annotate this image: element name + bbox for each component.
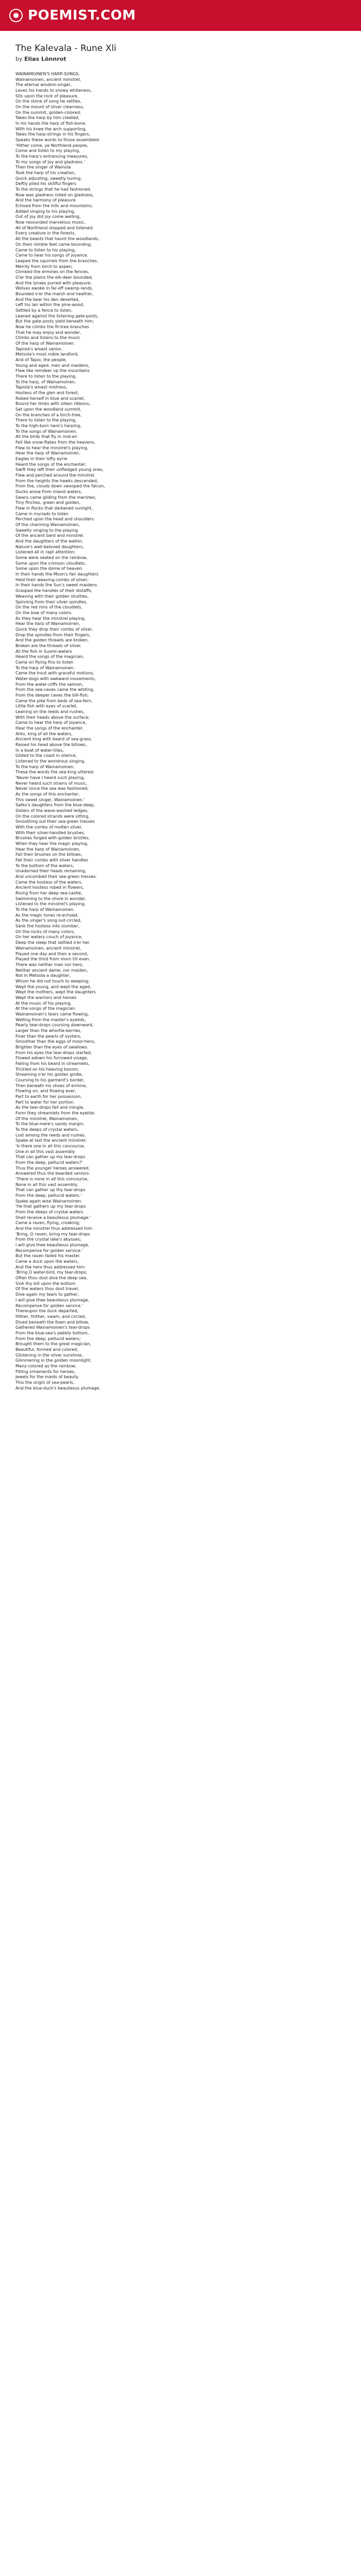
- poem-line: Ancient hostess robed in flowers,: [15, 885, 84, 890]
- poem-line: Form they streamlets from the eyelids: [15, 1110, 95, 1115]
- poem-line: Sank the hostess into slumber,: [15, 924, 79, 929]
- poem-line: Bounded o'er the marsh and heather,: [15, 291, 93, 296]
- poem-line: And uncombed their sea-green tresses.: [15, 874, 97, 879]
- poem-line: Not in Metsola a daughter,: [15, 973, 71, 978]
- poem-line: Robed herself in blue and scarlet,: [15, 396, 85, 401]
- poem-line: Of the minstrel, Wainamoinen,: [15, 1116, 79, 1121]
- poem-line: Took the harp of his creation,: [15, 171, 76, 176]
- poem-line: Ancient king with beard of sea-grass,: [15, 737, 92, 742]
- poem-line: Grasped the handles of their distaffs,: [15, 588, 92, 594]
- poem-line: Quick adjusting, sweetly tuning,: [15, 176, 82, 181]
- poem-line: Glistening in the silver sunshine,: [15, 1352, 83, 1358]
- poem-line: From the, clouds down swooped the falcon,: [15, 484, 105, 489]
- poem-line: Hear the harp of Wainamoinen,: [15, 621, 80, 626]
- logo-text: POEMIST.COM: [28, 8, 136, 23]
- poem-line: Larger than the whortle-berries,: [15, 1028, 81, 1033]
- poem-line: As the tear-drops fall and mingle,: [15, 1105, 85, 1110]
- poem-line: To the harp's entrancing measures,: [15, 154, 89, 159]
- poem-line: Wept the mothers, wept the daughters: [15, 990, 96, 995]
- poem-line: Then the singer of Wainola: [15, 165, 71, 170]
- poem-line: Then beneath his shoes of ermine,: [15, 1083, 87, 1088]
- poem-line: Glided to the coast in silence,: [15, 753, 77, 758]
- poem-line: On her watery couch of joyance,: [15, 935, 83, 940]
- poem-line: And the harmony of pleasure: [15, 198, 76, 203]
- poem-line: Came the pike from beds of sea-fern,: [15, 698, 93, 703]
- poem-line: To the blue-mere's sandy margin,: [15, 1122, 85, 1127]
- poem-line: Added singing to his playing,: [15, 209, 75, 214]
- poem-line: All the birds that fly in mid-air: [15, 434, 77, 439]
- poem-line: Now resounded marvelous music,: [15, 220, 86, 225]
- poem-line: And the blue-duck's beauteous plumage.: [15, 1385, 101, 1391]
- poem-line: Flowed adown his furrowed visage,: [15, 1056, 88, 1061]
- poem-line: WAINAMOINEN'S HARP-SONGS.: [15, 72, 80, 76]
- poem-line: Speaks these words to those assembled:: [15, 138, 100, 143]
- poem-line: 'He that gathers up my tear-drops: [15, 1204, 86, 1209]
- poem-line: Wainamoinen's tears came flowing,: [15, 1011, 89, 1016]
- poem-line: Thereupon the duck departed,: [15, 1309, 78, 1314]
- poem-line: From the blue-sea's pebbly bottom,: [15, 1330, 89, 1335]
- poem-line: Shall receive a beauteous plumage.': [15, 1215, 91, 1220]
- poem-line: Part to earth for her possession,: [15, 1094, 82, 1099]
- poem-line: To the harp, of Wainamoinen.: [15, 379, 76, 384]
- poem-line: I will give thee beauteous plumage,: [15, 1297, 90, 1302]
- poem-line: Came a duck upon the waters,: [15, 1259, 79, 1264]
- poem-line: Spake again wise Wainamoinen:: [15, 1198, 83, 1204]
- poem-line: Some upon the dome of heaven.: [15, 566, 84, 571]
- poem-line: Pearly tear-drops coursing downward,: [15, 1023, 94, 1028]
- poem-line: The eternal wisdom-singer,: [15, 82, 72, 88]
- poem-line: As the magic tones re-echoed,: [15, 912, 79, 918]
- poem-line: Flew in flocks that darkened sunlight,: [15, 506, 93, 511]
- poem-line: There to listen to the playing,: [15, 374, 77, 379]
- poem-line: Recompense for golden service.': [15, 1303, 83, 1308]
- poem-line: Jewels for the maids of beauty.: [15, 1375, 79, 1380]
- poem-line: And the hero thus addressed him:: [15, 1264, 86, 1269]
- poem-line: Flowing on, and flowing ever,: [15, 1089, 76, 1094]
- poem-line: 'Is there one in all this concourse,: [15, 1144, 85, 1149]
- poem-line: Nature's well-beloved daughters,: [15, 544, 84, 549]
- poem-line: Out of joy did joy come welling,: [15, 214, 81, 219]
- poem-line: Played the third from morn till even.: [15, 957, 91, 962]
- poem-line: Trickled on his heaving bosom,: [15, 1066, 79, 1072]
- poem-line: Climbed the ermines on the fences,: [15, 269, 89, 275]
- poem-line: Leaped the squirrels from the branches,: [15, 258, 99, 263]
- poem-line: To the strings that he had fashioned.: [15, 187, 91, 192]
- poem-line: Drop the spindles from their fingers,: [15, 632, 91, 637]
- poem-line: All the fish in Suomi-waters: [15, 649, 72, 654]
- poem-line: Takes the harp by him created,: [15, 115, 79, 121]
- poem-line: Now was gladness rolled on gladness,: [15, 192, 94, 197]
- poem-line: I will give thee beauteous plumage,: [15, 1243, 90, 1248]
- poem-line: On the bow of many colors.: [15, 610, 73, 615]
- poem-line: 'There is none in all this concourse,: [15, 1177, 89, 1182]
- poem-line: And the lynxes purred with pleasure;: [15, 280, 92, 285]
- poem-line: Played one day and then a second,: [15, 951, 88, 956]
- poem-line: Dive again my tears to gather,: [15, 1292, 79, 1297]
- poem-line: Unadorned their heads remaining,: [15, 869, 87, 874]
- poem-line: Came to hear his songs of joyance.: [15, 253, 88, 258]
- poem-line: That can gather up my tear-drops: [15, 1155, 86, 1160]
- by-label: by: [15, 56, 23, 62]
- poem-line: Flew like reindeer up the mountains: [15, 368, 90, 374]
- poem-line: Fitting ornaments for heroes,: [15, 1369, 76, 1374]
- poem-line: Hear the songs of the enchanter.: [15, 725, 84, 731]
- poem-line: Flew and perched around the minstrel.: [15, 473, 96, 478]
- poem-line: Listened to the minstrel's playing,: [15, 902, 86, 907]
- poem-line: Brighter than the eyes of swallows.: [15, 1044, 89, 1049]
- poem-line: O'er the plains the elk-deer bounded,: [15, 275, 93, 280]
- poem-line: 'Never have I heard such playing,: [15, 775, 85, 780]
- poem-line: These the words the sea-king uttered:: [15, 770, 94, 775]
- poem-line: Spake at last the ancient minstrel:: [15, 1138, 87, 1143]
- poem-line: There to listen to the playing,: [15, 418, 77, 423]
- poem-line: Young and aged, men and maidens,: [15, 363, 90, 368]
- poem-line: Some upon the crimson cloudlets,: [15, 561, 86, 566]
- poem-line: Brushes forged with golden bristles.: [15, 836, 90, 841]
- poem-line: Answered thus the bearded seniors:: [15, 1171, 90, 1176]
- poem-line: From the sea-caves came the whiting,: [15, 687, 94, 692]
- poem-line: To the harp of Wainamoinen.: [15, 764, 75, 769]
- poem-line: One in all this vast assembly: [15, 1149, 75, 1154]
- logo-icon: [9, 9, 23, 22]
- poem-line: Merrily from birch to aspen;: [15, 264, 73, 269]
- poem-line: Broken are the threads of silver.: [15, 643, 82, 648]
- poem-line: But the gate-posts yield beneath him;: [15, 319, 94, 324]
- poem-line: Wept the warriors and heroes: [15, 995, 77, 1000]
- poem-line: Fell like snow-flakes from the heavens,: [15, 440, 95, 445]
- poem-line: Swans came gliding from the marshes;: [15, 495, 96, 500]
- poem-line: To the high-born hero's harping,: [15, 423, 81, 428]
- poem-line: As the songs of this enchanter,: [15, 792, 80, 797]
- poem-line: Lost among the reeds and rushes.: [15, 1132, 86, 1138]
- poem-line: Of the waters thou dost travel;: [15, 1286, 79, 1292]
- poem-line: 'Hither come, ye Northland people,: [15, 143, 88, 148]
- poem-line: Tapiola's wisest senior,: [15, 346, 63, 351]
- poem-line: Whom he did not touch to weeping;: [15, 978, 90, 984]
- poem-line: Neither ancient dame, nor maiden,: [15, 968, 88, 973]
- poem-line: When they hear the magic playing,: [15, 841, 89, 846]
- poem-line: Metsola's most noble landlord,: [15, 352, 79, 357]
- poem-line: In his hands the harp of fish-bone,: [15, 121, 87, 126]
- poem-line: On the stone of song he settles,: [15, 99, 82, 104]
- poem-line: Brought them to the great magician,: [15, 1342, 91, 1347]
- poem-line: But the raven failed his master.: [15, 1253, 81, 1259]
- poem-line: Deftly plied his skillful fingers: [15, 181, 77, 187]
- poem-line: Smoothing out their sea-green tresses: [15, 819, 95, 824]
- poem-line: From his eyes the tear-drops started,: [15, 1050, 92, 1055]
- poem-line: Came a raven, flying, croaking;: [15, 1221, 80, 1226]
- poem-line: This sweet singer, Wainamoinen.': [15, 797, 85, 802]
- poem-line: Sisters of the wave-washed ledges,: [15, 808, 89, 814]
- poem-line: Rising from her deep sea-castle,: [15, 891, 83, 896]
- poem-line: Swift they left their unfledged young ones,: [15, 467, 104, 472]
- poem-line: Never since the sea was fashioned,: [15, 786, 89, 791]
- poem-line: Perched upon the head and shoulders: [15, 517, 94, 522]
- poem-line: Come and listen to my playing,: [15, 148, 80, 154]
- poem-line: Came the trout with graceful motions,: [15, 671, 94, 676]
- poem-line: Recompense for golden service.': [15, 1248, 83, 1253]
- poem-line: Coursing to his garment's border,: [15, 1077, 85, 1082]
- poem-line: And of Tapio, the people,: [15, 357, 67, 362]
- poem-line: Fall their combs with silver handles: [15, 858, 88, 863]
- poem-line: On the rocks of many colors,: [15, 929, 75, 934]
- poem-line: With their heads above the surface;: [15, 715, 90, 720]
- poem-line: Settled by a fence to listen,: [15, 308, 73, 313]
- poem-line: To the harp of Wainamoinen.: [15, 665, 75, 670]
- poem-line: Of the harp of Wainamoinen.: [15, 341, 75, 346]
- poem-byline: [15, 56, 346, 62]
- poem-line: Gathered Wainamoinen's tear-drops: [15, 1325, 90, 1330]
- poem-line: From the heights the hawks descended,: [15, 478, 98, 483]
- poem-line: Deep the sleep that settled o'er her.: [15, 940, 91, 945]
- poem-line: Weaving with their golden shuttles,: [15, 594, 89, 599]
- poem-line: Thus the younger heroes answered,: [15, 1165, 90, 1171]
- poem-line: And the minstrel thus addressed him:: [15, 1226, 93, 1231]
- poem-line: And the golden threads are broken,: [15, 638, 89, 643]
- poem-title: The Kalevala - Rune Xli: [15, 43, 117, 54]
- poem-line: To my songs of joy and gladness.': [15, 159, 85, 164]
- poem-line: Fall their brushes on the billows,: [15, 852, 83, 857]
- poem-line: Listened to the wondrous singing,: [15, 758, 86, 764]
- poem-line: Came the hostess of the waters,: [15, 879, 83, 885]
- poem-line: Tapiola's wisest mistress,: [15, 385, 68, 390]
- poem-line: From the water-cliffs the salmon,: [15, 682, 84, 687]
- poem-line: Welling from the master's eyelids,: [15, 1017, 86, 1022]
- poem-line: Hostess of the glen and forest,: [15, 390, 79, 395]
- poem-line: Laves his hands to snowy whiteness,: [15, 88, 92, 93]
- poem-line: Beautiful, formed and colored,: [15, 1347, 78, 1352]
- poem-line: Water-dogs with awkward movements,: [15, 676, 96, 681]
- poem-line: Wolves awoke in far-off swamp-lands,: [15, 286, 93, 291]
- poem-line: In their hands the Moon's fair daughters: [15, 572, 99, 577]
- poem-line: Dived beneath the foam and billow,: [15, 1319, 90, 1325]
- poem-line: At the songs of the magician.: [15, 1006, 76, 1011]
- poem-line: Of the charming Wainamoinen,: [15, 522, 80, 528]
- poem-line: Many-colored as the rainbow,: [15, 1363, 77, 1368]
- poem-line: Some were seated on the rainbow,: [15, 555, 88, 561]
- poem-line: From the deeper caves the bill-fish;: [15, 692, 89, 698]
- poem-line: Now he climbs the fir-tree branches: [15, 324, 89, 329]
- poem-line: Satko's daughters from the blue-deep,: [15, 803, 95, 808]
- poem-line: Quick they drop their combs of silver,: [15, 626, 93, 632]
- poem-line: Wainamoinen, ancient minstrel,: [15, 945, 81, 951]
- poem-line: Streaming o'er his golden girdle,: [15, 1072, 83, 1077]
- poem-line: Never heard such strains of music,: [15, 781, 88, 786]
- poem-line: Came in myriads to listen: [15, 511, 69, 516]
- poem-line: Smoother than the eggs of moor-hens,: [15, 1039, 96, 1044]
- poem-line: Hear the harp of Wainamoinen,: [15, 846, 80, 852]
- poem-line: From the deep, pellucid waters;: [15, 1336, 81, 1341]
- site-header: [0, 0, 361, 31]
- poem-line: Little fish with eyes of scarlet,: [15, 704, 78, 709]
- poem-line: In their hands the Sun's sweet maidens: [15, 583, 97, 588]
- poem-content: [0, 31, 361, 1391]
- poem-line: Heard the songs of the enchanter;: [15, 462, 87, 467]
- poem-line: This the origin of sea-pearls,: [15, 1380, 75, 1385]
- poem-line: On the colored strands were sitting,: [15, 814, 90, 819]
- poem-line: As they hear the minstrel playing,: [15, 616, 86, 621]
- poem-line: That can gather up thy tear-drops: [15, 1188, 86, 1193]
- poem-line: Listened all in rapt attention;: [15, 550, 76, 555]
- poem-line: Tiny finches, green and golden,: [15, 500, 81, 505]
- poem-line: Sink thy bill upon the bottom: [15, 1281, 76, 1286]
- poem-line: There was neither man nor hero,: [15, 962, 84, 967]
- poem-line: Left his lair within the pine-wood,: [15, 302, 85, 308]
- poem-line: Leaned against the listening gate-posts,: [15, 313, 99, 318]
- poem-line: Ahto, king of all the waters,: [15, 731, 73, 736]
- poem-line: Of the ancient bard and minstrel.: [15, 533, 85, 538]
- poem-line: Sits upon the rock of pleasure,: [15, 93, 79, 98]
- poem-line: Wept the young, and wept the aged,: [15, 984, 91, 989]
- poem-line: From the deep, pellucid waters?': [15, 1160, 83, 1165]
- poem-line: On the branches of a birch-tree,: [15, 412, 82, 417]
- poem-line: Takes the harp-strings in his fingers,: [15, 132, 90, 137]
- poem-line: On the summit, golden-colored;: [15, 110, 81, 115]
- poem-line: Swimming to the shore in wonder,: [15, 896, 87, 901]
- poem-line: Often thou dost dive the deep sea,: [15, 1276, 88, 1281]
- poem-line: Eagles in their lofty eyrie: [15, 456, 68, 462]
- poem-line: None in all this vast assembly,: [15, 1182, 79, 1187]
- poem-line: Hear the harp of Wainamoinen.: [15, 451, 80, 456]
- poem-line: At the music of his playing,: [15, 1001, 72, 1006]
- poem-line: Came to hear the harp of joyance,: [15, 720, 87, 725]
- poem-line: 'Bring O water-bird, my tear-drops;: [15, 1270, 88, 1275]
- poem-line: That he may enjoy and wonder,: [15, 330, 81, 335]
- poem-line: Glimmering in the golden moonlight,: [15, 1358, 92, 1363]
- poem-line: Raised his head above the billows,: [15, 742, 87, 747]
- poem-line: 'Bring, O raven, bring my tear-drops: [15, 1231, 90, 1236]
- poem-line: Leaning on the reeds and rushes,: [15, 709, 85, 714]
- poem-line: On the red rims of the cloudlets,: [15, 605, 83, 610]
- poem-line: Bound her limbs with silken ribbons,: [15, 401, 91, 406]
- poem-line: Heard the songs of the magician,: [15, 654, 85, 659]
- poem-line: From the deeps of crystal waters: [15, 1210, 84, 1215]
- poem-line: Climbs and listens to the music: [15, 335, 80, 341]
- poem-line: Falling from his beard in streamlets,: [15, 1061, 90, 1066]
- poem-line: With the combs of molten silver,: [15, 825, 83, 830]
- poem-line: All the beasts that haunt the woodlands,: [15, 236, 100, 242]
- poem-line: In a boat of water-lilies,: [15, 748, 64, 753]
- poem-line: To the bottom of the waters,: [15, 863, 74, 868]
- poem-line: With their silver-handled brushes,: [15, 830, 86, 835]
- poem-line: Echoed from the hills and mountains;: [15, 204, 93, 209]
- poem-author[interactable]: Elias Lönnrot: [24, 56, 67, 62]
- poem-line: Ducks arose from inland waters,: [15, 489, 83, 495]
- poem-line: All of Northland stopped and listened.: [15, 225, 94, 230]
- poem-line: To the songs of Wainamoinen.: [15, 429, 77, 434]
- poem-line: To the harp of Wainamoinen.: [15, 907, 75, 912]
- poem-line: Came to listen to his playing,: [15, 247, 76, 252]
- poem-line: Sweetly singing to the playing: [15, 528, 78, 533]
- poem-body: [15, 72, 346, 1391]
- poem-line: Came on flying fins to listen: [15, 659, 74, 665]
- poem-line: Spinning from their silver spindles,: [15, 599, 88, 604]
- poem-line: Hither, thither, swam, and circled,: [15, 1314, 86, 1319]
- poem-line: On the mount of silver clearness,: [15, 105, 84, 110]
- poem-line: Held their weaving-combs of silver;: [15, 577, 89, 582]
- poem-line: And the bear his den deserted,: [15, 297, 80, 302]
- poem-line: To the deeps of crystal waters,: [15, 1127, 79, 1132]
- poem-line: From the crystal lake's abysses;: [15, 1237, 81, 1242]
- poem-line: Part to water for her portion.: [15, 1099, 75, 1105]
- poem-line: And the daughters of the welkin,: [15, 539, 84, 544]
- poem-line: Every creature in the forests,: [15, 231, 76, 236]
- poem-line: As the singer's song out-circled,: [15, 918, 82, 923]
- poem-line: With his knee the arch supporting,: [15, 126, 87, 131]
- poem-line: Finer than the pearls of oysters,: [15, 1033, 81, 1039]
- poem-line: On their nimble feet came bounding,: [15, 242, 92, 247]
- site-logo[interactable]: [9, 8, 136, 23]
- poem-line: Wainamoinen, ancient minstrel,: [15, 77, 81, 82]
- poem-line: From the deep, pellucid waters.': [15, 1193, 82, 1198]
- poem-line: Flew to hear the minstrel's playing,: [15, 445, 89, 450]
- poem-line: Sat upon the woodland summit,: [15, 406, 81, 412]
